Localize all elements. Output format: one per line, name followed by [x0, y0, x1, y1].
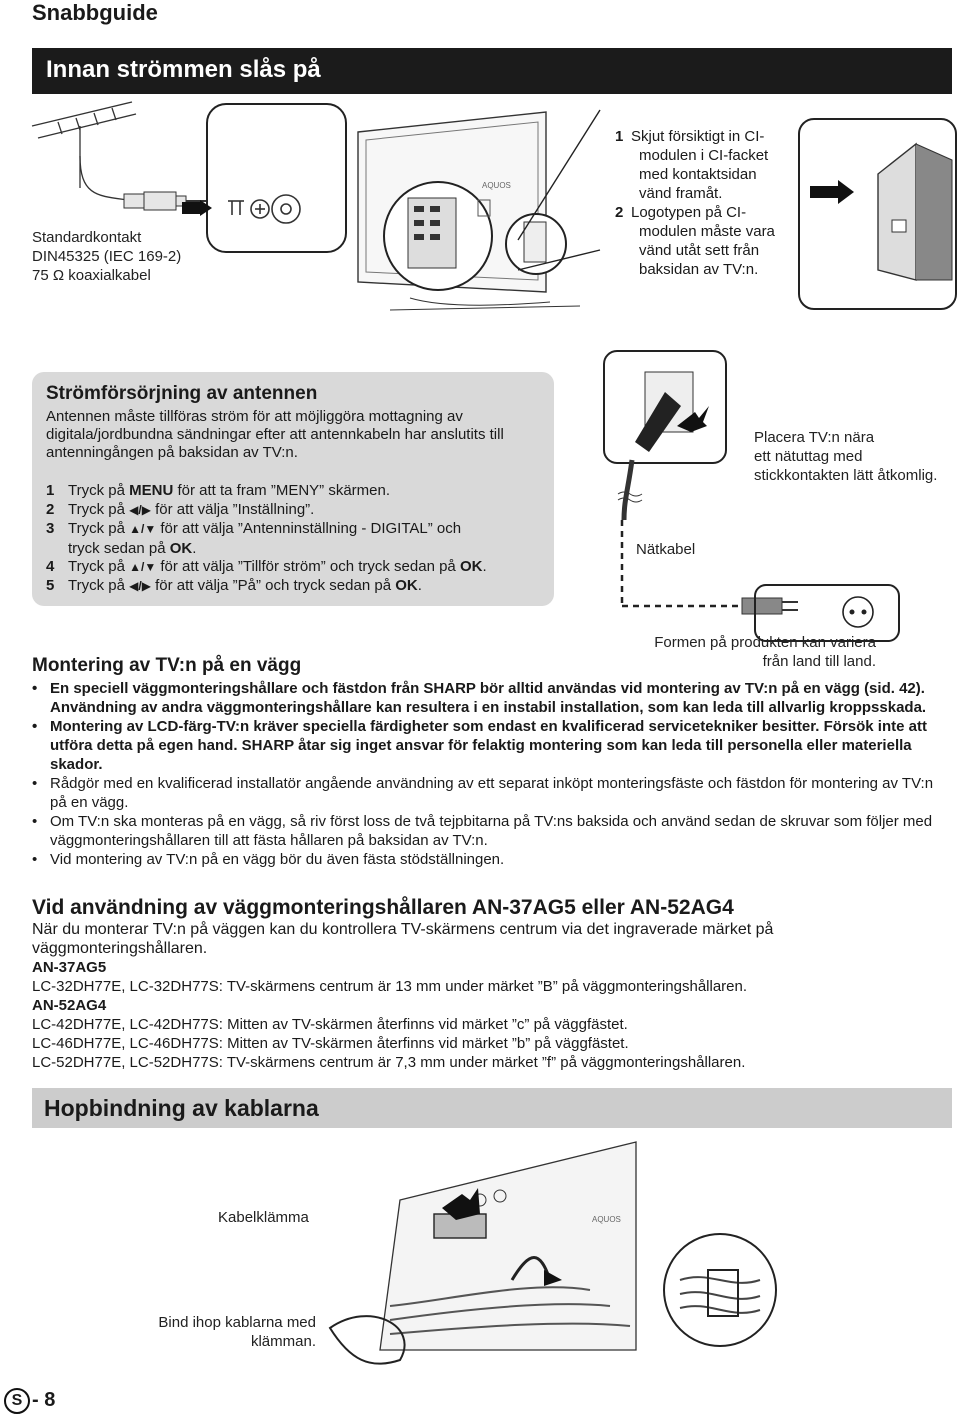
left-right-arrows-icon: ◀/▶	[129, 503, 151, 517]
placement-note: Placera TV:n nära ett nätuttag med stickkontakten lätt åtkomlig.	[754, 429, 938, 484]
ci-step-2: 2 Logotypen på CI- modulen måste vara vänd utåt sett från baksidan av TV:n.	[615, 204, 775, 278]
clamp-label: Kabelklämma	[218, 1209, 309, 1226]
section-banner-before-power	[32, 48, 952, 94]
ci-module-illustration	[804, 130, 954, 300]
antenna-label: Standardkontakt DIN45325 (IEC 169-2) 75 Ω koaxialkabel	[32, 229, 182, 284]
antenna-pointer-arrow	[182, 200, 212, 216]
bind-label: Bind ihop kablarna med klämman.	[158, 1314, 316, 1350]
socket-icon	[838, 592, 878, 632]
up-down-arrows-icon: ▲/▼	[129, 522, 157, 536]
power-step-4: 4 Tryck på ▲/▼ för att välja ”Tillför ström” och tryck sedan på OK.	[46, 558, 487, 575]
model-an52ag4: AN-52AG4	[32, 997, 107, 1014]
ci-instructions	[615, 127, 795, 279]
tv-brand-label-2: AQUOS	[592, 1215, 621, 1224]
up-down-arrows-icon: ▲/▼	[129, 560, 157, 574]
wall-mount-bullet: • Rådgör med en kvalificerad installatör angående användning av ett separat inköpt monteringsfäste och fästdon för montering av TV:n på en vägg.	[32, 774, 952, 812]
wall-mount-bullet: • Vid montering av TV:n på en vägg bör du även fästa stödställningen.	[32, 850, 952, 869]
power-step-2: 2 Tryck på ◀/▶ för att välja ”Inställning”.	[46, 501, 315, 518]
section-banner-text: Hopbindning av kablarna	[44, 1095, 319, 1121]
wall-outlet-box	[603, 350, 727, 464]
antenna-socket-icon	[224, 189, 334, 229]
wall-plug-icon	[615, 362, 715, 452]
model-an37ag5: AN-37AG5	[32, 959, 107, 976]
section-banner-cable-binding	[32, 1088, 952, 1128]
wall-mount-bullet: • Om TV:n ska monteras på en vägg, så riv först loss de två tejpbitarna på TV:ns baksida och använd sedan de skruvar som följer med väggmonteringshållaren till att fästa hållaren på baksidan av TV:n.	[32, 812, 952, 850]
power-panel-title: Strömförsörjning av antennen	[46, 383, 318, 404]
ci-step-1: 1 Skjut försiktigt in CI- modulen i CI-facket med kontaktsidan vänd framåt.	[615, 128, 769, 202]
page-title: Snabbguide	[32, 0, 158, 25]
language-badge-icon: S	[4, 1388, 30, 1414]
tv-brand-label: AQUOS	[482, 181, 511, 190]
wall-mount-list	[32, 679, 952, 869]
tv-back-illustration	[350, 110, 600, 320]
product-shape-note: Formen på produkten kan variera från land till land.	[654, 634, 876, 670]
cable-clamp-illustration	[330, 1130, 960, 1400]
antenna-illustration	[28, 96, 208, 226]
power-panel-paragraph: Antennen måste tillföras ström för att möjliggöra mottagning av digitala/jordbundna sändningar efter att antennkabeln har anslutits till antenningången på baksidan av TV:n.	[46, 408, 504, 461]
wall-mount-bullet: • Montering av LCD-färg-TV:n kräver speciella färdigheter som endast en kvalificerad servicetekniker besitter. Försök inte att utföra detta på egen hand. SHARP åtar sig inget ansvar för felaktig montering som kan leda till personella eller materiella skador.	[32, 717, 952, 774]
cable-label: Nätkabel	[636, 541, 696, 558]
bracket-heading: Vid användning av väggmonteringshållaren AN-37AG5 eller AN-52AG4	[32, 896, 734, 919]
wall-mount-heading: Montering av TV:n på en vägg	[32, 655, 302, 676]
wall-mount-bullet: • En speciell väggmonteringshållare och fästdon från SHARP bör alltid användas vid montering av TV:n på en vägg (sid. 42). Användning av andra väggmonteringshållare kan resultera i en instabil installation, som kan leda till allvarlig kroppsskada.	[32, 679, 952, 717]
ci-module-box	[798, 118, 957, 310]
power-step-5: 5 Tryck på ◀/▶ för att välja ”På” och tryck sedan på OK.	[46, 577, 422, 594]
left-right-arrows-icon: ◀/▶	[129, 579, 151, 593]
page-number: - 8	[32, 1389, 56, 1411]
power-step-3: 3 Tryck på ▲/▼ för att välja ”Antenninställning - DIGITAL” och tryck sedan på OK.	[46, 520, 462, 557]
section-banner-text: Innan strömmen slås på	[46, 56, 321, 83]
power-step-1: 1 Tryck på MENU för att ta fram ”MENY” skärmen.	[46, 482, 391, 499]
antenna-socket-box	[206, 103, 347, 253]
bracket-body: När du monterar TV:n på väggen kan du kontrollera TV-skärmens centrum via det ingraverade märket på väggmonteringshållaren. AN-37AG5 LC-32DH77E, LC-32DH77S: TV-skärmens centrum är 13 mm under märket ”B” på väggmonteringshållaren. AN-52AG4 LC-42DH77E, LC-42DH77S: Mitten av TV-skärmen återfinns vid märket ”c” på väggfästet. LC-46DH77E, LC-46DH77S: Mitten av TV-skärmen återfinns vid märket ”b” på väggfästet. LC-52DH77E, LC-52DH77S: TV-skärmens centrum är 7,3 mm under märket ”f” på väggmonteringshållaren.	[32, 920, 952, 1072]
